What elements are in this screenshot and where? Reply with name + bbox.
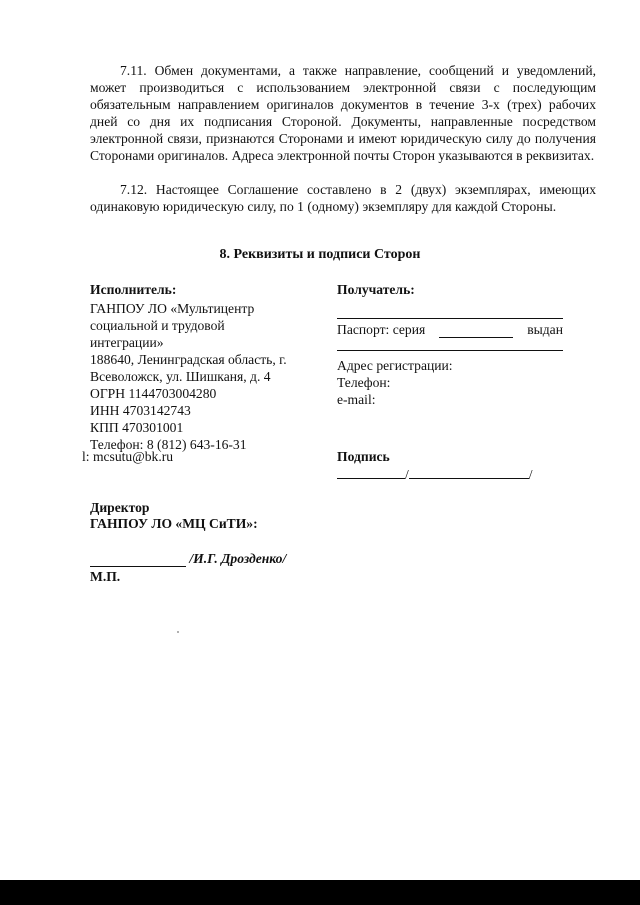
executor-address-line-1: 188640, Ленинградская область, г. — [90, 352, 287, 367]
scan-speck — [177, 631, 179, 633]
director-signature-row — [90, 550, 286, 567]
director-block — [90, 500, 258, 532]
executor-kpp: КПП 470301001 — [90, 420, 184, 435]
executor-phone: Телефон: 8 (812) 643-16-31 — [90, 437, 247, 452]
director-organization: ГАНПОУ ЛО «МЦ СиТИ»: — [90, 516, 258, 531]
clause-7-12: 7.12. Настоящее Соглашение составлено в 2 (двух) экземплярах, имеющих одинаковую юридическую силу, по 1 (одному) экземпляру для каждой Стороны. — [90, 182, 596, 214]
signature-line — [337, 465, 533, 483]
executor-inn: ИНН 4703142743 — [90, 403, 191, 418]
recipient-name-line — [337, 300, 563, 319]
signature-slash-1: / — [405, 467, 409, 482]
executor-header: Исполнитель: — [90, 282, 177, 297]
director-name: /И.Г. Дрозденко/ — [189, 551, 287, 566]
recipient-phone-label: Телефон: — [337, 375, 391, 390]
issued-label: выдан — [527, 322, 563, 337]
signature-blank — [337, 465, 405, 479]
executor-ogrn: ОГРН 1144703004280 — [90, 386, 217, 401]
passport-series-blank — [439, 324, 513, 338]
signature-label: Подпись — [337, 449, 390, 464]
executor-address-line-2: Всеволожск, ул. Шишканя, д. 4 — [90, 369, 271, 384]
passport-row — [337, 321, 563, 338]
signature-slash-2: / — [528, 467, 533, 482]
recipient-email-label: e-mail: — [337, 392, 376, 407]
director-signature-blank — [90, 553, 186, 567]
recipient-address-label: Адрес регистрации: — [337, 358, 453, 373]
executor-details — [90, 281, 325, 453]
passport-label: Паспорт: серия — [337, 322, 426, 337]
signature-name-blank — [409, 465, 529, 479]
recipient-header: Получатель: — [337, 282, 415, 297]
clause-7-11: 7.11. Обмен документами, а также направление, сообщений и уведомлений, может производиться с использованием электронной связи с последующим обязательным направлением оригиналов документов в течение 3-х (трех) рабочих дней со дня их подписания Стороной. Документы, направленные посредством электронной связи, признаются Сторонами и имеют юридическую силу до получения Сторонами оригиналов. Адреса электронной почты Сторон указываются в реквизитах. — [90, 63, 596, 163]
recipient-details — [337, 281, 567, 408]
executor-email: l: mcsutu@bk.ru — [82, 449, 174, 464]
executor-org-line-3: интеграции» — [90, 335, 164, 350]
director-title: Директор — [90, 500, 150, 515]
executor-org-line-2: социальной и трудовой — [90, 318, 225, 333]
passport-issued-line — [337, 338, 563, 351]
stamp-place-label: М.П. — [90, 569, 121, 584]
section-title: 8. Реквизиты и подписи Сторон — [219, 247, 421, 262]
executor-org-line-1: ГАНПОУ ЛО «Мультицентр — [90, 301, 255, 316]
scan-bottom-edge — [0, 880, 640, 905]
